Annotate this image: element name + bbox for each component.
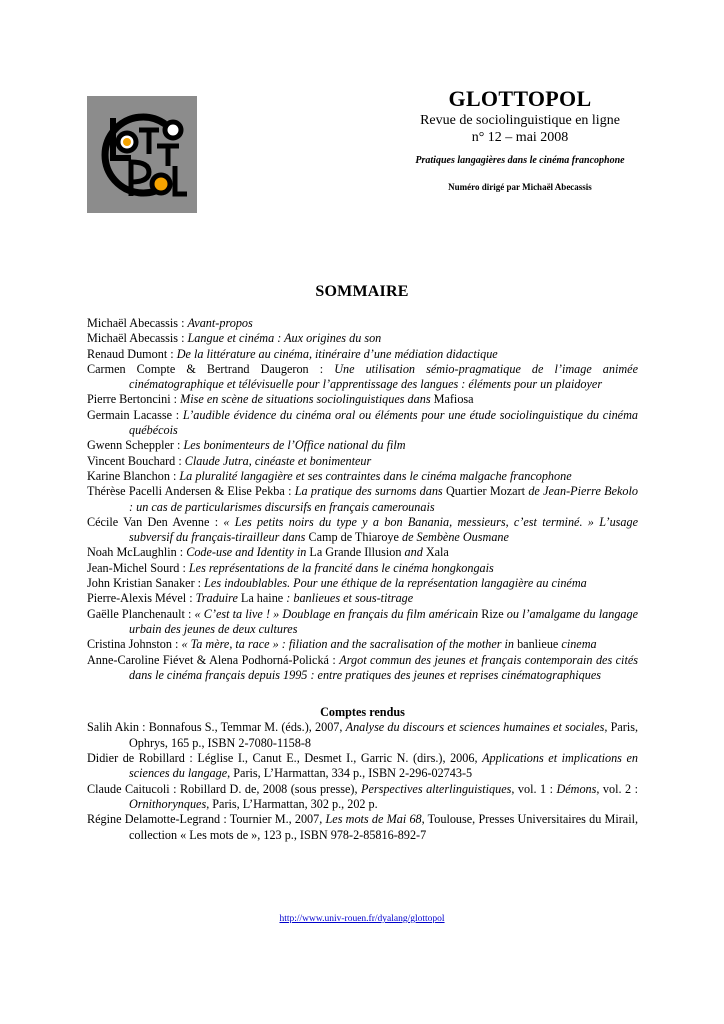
entry-text-segment: John Kristian Sanaker : xyxy=(87,576,205,591)
table-of-contents xyxy=(87,316,638,843)
entry-text-segment: Mafiosa xyxy=(433,392,474,407)
entry-title-segment: : banlieues et sous-titrage xyxy=(283,591,414,606)
entry-title-segment: L’audible évidence du cinéma oral ou éléments pour une étude sociolinguistique du cinéma québécois xyxy=(129,407,638,438)
entry-text-segment: Gwenn Scheppler : xyxy=(87,438,184,453)
entry-text-segment: Pierre-Alexis Mével : xyxy=(87,591,196,606)
entry-text-segment: , Paris, L’Harmattan, 302 p., 202 p. xyxy=(206,796,378,811)
toc-title: SOMMAIRE xyxy=(315,283,409,300)
entry-text-segment: Gaëlle Planchenault : xyxy=(87,606,195,621)
journal-title: GLOTTOPOL xyxy=(448,86,592,111)
toc-entry xyxy=(87,392,638,407)
review-entry xyxy=(87,812,638,843)
entry-title-segment: Une utilisation sémio-pragmatique de l’image animée cinématographique et télévisuelle pour l’apprentissage des langues : éléments pour un plaidoyer xyxy=(129,361,639,392)
entry-title-segment: Démons xyxy=(556,781,597,796)
journal-header xyxy=(400,86,640,193)
entry-text-segment: Cécile Van Den Avenne : xyxy=(87,514,224,529)
entry-title-segment: Argot commun des jeunes et français contemporain des cités dans le cinéma français depuis 1995 : entre pratiques des jeunes et reprises cinématographiques xyxy=(129,652,638,682)
entry-title-segment: Code-use and Identity in xyxy=(186,545,310,560)
toc-entry xyxy=(87,607,638,638)
entry-text-segment: , Paris, Ophrys, 165 p., ISBN 2-7080-1158-8 xyxy=(129,720,639,750)
entry-text-segment: Camp de Thiaroye xyxy=(308,530,399,545)
review-entry xyxy=(87,782,638,813)
entry-text-segment: , vol. 1 : xyxy=(511,781,557,796)
entry-text-segment: Claude Caitucoli : Robillard D. de, 2008 (sous presse), xyxy=(87,781,361,796)
toc-entry xyxy=(87,545,638,560)
entry-title-segment: « C’est ta live ! » Doublage en français du film américain xyxy=(194,606,482,621)
entry-text-segment: , vol. 2 : xyxy=(596,781,638,796)
entry-title-segment: cinema xyxy=(558,637,597,652)
toc-entry xyxy=(87,561,638,576)
toc-entry xyxy=(87,576,638,591)
reviews-list xyxy=(87,720,638,842)
entry-title-segment: « Les petits noirs du type y a bon Banania, messieurs, c’est terminé. » L’usage subversif du français-tirailleur dans xyxy=(129,514,639,545)
entry-text-segment: Pierre Bertoncini : xyxy=(87,392,181,407)
glottopol-logo-mark xyxy=(87,96,197,213)
entry-title-segment: de Jean-Pierre Bekolo : un cas de particularismes discursifs en français camerounais xyxy=(129,484,638,514)
entry-title-segment: Traduire xyxy=(195,591,241,606)
entry-text-segment: , Toulouse, Presses Universitaires du Mirail, collection « Les mots de », 123 p., ISBN 978-2-85816-892-7 xyxy=(129,812,639,842)
entry-text-segment: banlieue xyxy=(517,637,559,652)
entry-text-segment: La haine xyxy=(240,591,284,606)
entry-text-segment: Michaël Abecassis : xyxy=(87,331,188,346)
toc-entry xyxy=(87,454,638,469)
entry-text-segment: Salih Akin : Bonnafous S., Temmar M. (éds.), 2007, xyxy=(87,720,346,735)
toc-entry xyxy=(87,591,638,606)
journal-logo xyxy=(87,96,197,213)
entry-title-segment: and xyxy=(401,545,426,560)
toc-entry xyxy=(87,653,638,684)
entry-title-segment: La pluralité langagière et ses contraintes dans le cinéma malgache francophone xyxy=(179,468,572,483)
entry-text-segment: Noah McLaughlin : xyxy=(87,545,187,560)
reviews-title: Comptes rendus xyxy=(320,705,405,720)
entry-title-segment: Les bonimenteurs de l’Office national du film xyxy=(183,438,406,453)
entry-text-segment: Rize xyxy=(481,606,504,621)
entry-title-segment: Ornithorynques xyxy=(129,796,207,811)
entry-title-segment: Claude Jutra, cinéaste et bonimenteur xyxy=(184,453,372,468)
entry-title-segment: Les représentations de la francité dans le cinéma hongkongais xyxy=(188,560,494,575)
footer xyxy=(0,914,724,924)
entry-text-segment: Quartier Mozart xyxy=(445,484,526,499)
entry-text-segment: Thérèse Pacelli Andersen & Elise Pekba : xyxy=(87,484,295,499)
review-entry xyxy=(87,720,638,751)
entry-title-segment: Mise en scène de situations sociolinguistiques dans xyxy=(180,392,434,407)
entry-text-segment: Germain Lacasse : xyxy=(87,407,183,422)
entry-text-segment: Jean-Michel Sourd : xyxy=(87,560,189,575)
entry-title-segment: ou l’amalgame du langage urbain des jeunes de deux cultures xyxy=(129,606,639,636)
entry-text-segment: Xala xyxy=(425,545,449,560)
issue-editor: Numéro dirigé par Michaël Abecassis xyxy=(448,182,592,192)
toc-entry xyxy=(87,637,638,652)
entry-text-segment: Karine Blanchon : xyxy=(87,468,180,483)
entry-title-segment: De la littérature au cinéma, itinéraire d’une médiation didactique xyxy=(176,346,498,361)
review-entry xyxy=(87,751,638,782)
entry-text-segment: Michaël Abecassis : xyxy=(87,316,188,330)
toc-entry xyxy=(87,515,638,546)
entry-title-segment: de Sembène Ousmane xyxy=(398,530,509,545)
entry-text-segment: , Paris, L’Harmattan, 334 p., ISBN 2-296-02743-5 xyxy=(227,766,473,781)
entry-title-segment: Applications et implications en sciences du langage xyxy=(129,751,638,781)
entry-text-segment: Cristina Johnston : xyxy=(87,637,182,652)
entry-text-segment: Régine Delamotte-Legrand : Tournier M., 2007, xyxy=(87,812,326,827)
issue-number: n° 12 – mai 2008 xyxy=(471,130,569,145)
entry-title-segment: « Ta mère, ta race » : filiation and the sacralisation of the mother in xyxy=(181,637,518,652)
journal-subtitle: Revue de sociolinguistique en ligne xyxy=(420,113,620,128)
entry-text-segment: Renaud Dumont : xyxy=(87,346,177,361)
toc-entry xyxy=(87,362,638,393)
toc-entry xyxy=(87,331,638,346)
entry-title-segment: Les mots de Mai 68 xyxy=(325,812,422,827)
toc-entry xyxy=(87,438,638,453)
toc-entry xyxy=(87,316,638,331)
toc-entry xyxy=(87,484,638,515)
entry-title-segment: Langue et cinéma : Aux origines du son xyxy=(187,331,382,346)
toc-entry xyxy=(87,347,638,362)
entry-text-segment: Anne-Caroline Fiévet & Alena Podhorná-Polická : xyxy=(87,652,340,667)
website-link[interactable]: http://www.univ-rouen.fr/dyalang/glottopol xyxy=(279,914,445,924)
entry-text-segment: Vincent Bouchard : xyxy=(87,453,185,468)
entry-text-segment: Didier de Robillard : Léglise I., Canut E., Desmet I., Garric N. (dirs.), 2006, xyxy=(87,751,483,766)
entry-text-segment: Carmen Compte & Bertrand Daugeron : xyxy=(87,361,335,376)
toc-entry xyxy=(87,408,638,439)
entry-title-segment: La pratique des surnoms dans xyxy=(294,484,446,499)
entry-title-segment: Avant-propos xyxy=(187,316,253,330)
entry-title-segment: Les indoublables. Pour une éthique de la représentation langagière au cinéma xyxy=(204,576,587,591)
toc-list xyxy=(87,316,638,683)
toc-entry xyxy=(87,469,638,484)
entry-text-segment: La Grande Illusion xyxy=(309,545,402,560)
entry-title-segment: Analyse du discours et sciences humaines et sociales xyxy=(345,720,605,735)
issue-theme: Pratiques langagières dans le cinéma francophone xyxy=(415,155,625,166)
entry-title-segment: Perspectives alterlinguistiques xyxy=(361,781,512,796)
